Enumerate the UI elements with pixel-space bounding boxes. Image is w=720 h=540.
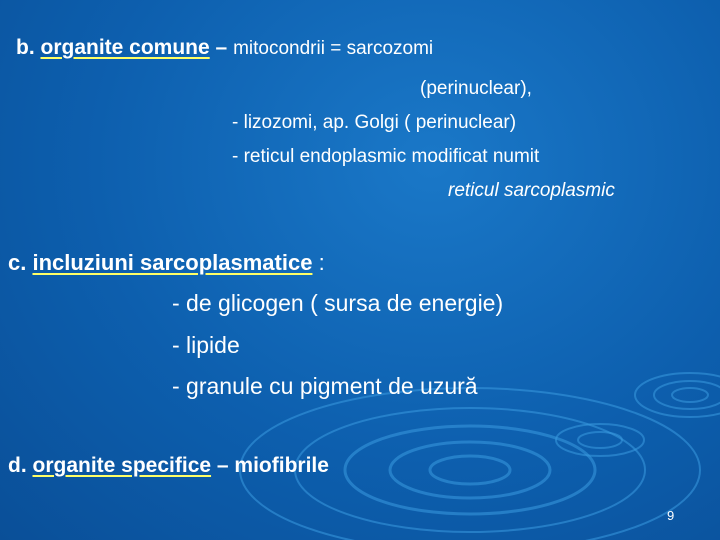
section-d-prefix: d. (8, 454, 33, 477)
section-c-item-2: - lipide (172, 332, 240, 358)
section-d-title: organite specifice (32, 454, 212, 477)
page-number: 9 (667, 508, 675, 523)
section-b-heading (16, 36, 433, 60)
section-c-item-3: - granule cu pigment de uzură (172, 373, 478, 399)
section-b-line-3: - lizozomi, ap. Golgi ( perinuclear) (232, 112, 517, 133)
section-b-dash: – (209, 36, 234, 59)
section-b-prefix: b. (16, 36, 41, 59)
section-c-title: incluziuni sarcoplasmatice (32, 250, 313, 275)
section-b-line-4: - reticul endoplasmic modificat numit (232, 146, 540, 167)
section-c-heading (8, 250, 325, 276)
section-c-item-1: - de glicogen ( sursa de energie) (172, 290, 504, 316)
section-b-line-2: (perinuclear), (420, 78, 532, 99)
section-c-suffix: : (312, 250, 325, 275)
section-c-prefix: c. (8, 250, 33, 275)
section-b-text: mitocondrii = sarcozomi (233, 38, 434, 59)
section-d-text: – miofibrile (211, 454, 329, 477)
section-b-title: organite comune (40, 36, 210, 59)
section-d-heading (8, 454, 329, 478)
section-b-line-5: reticul sarcoplasmic (448, 180, 615, 201)
